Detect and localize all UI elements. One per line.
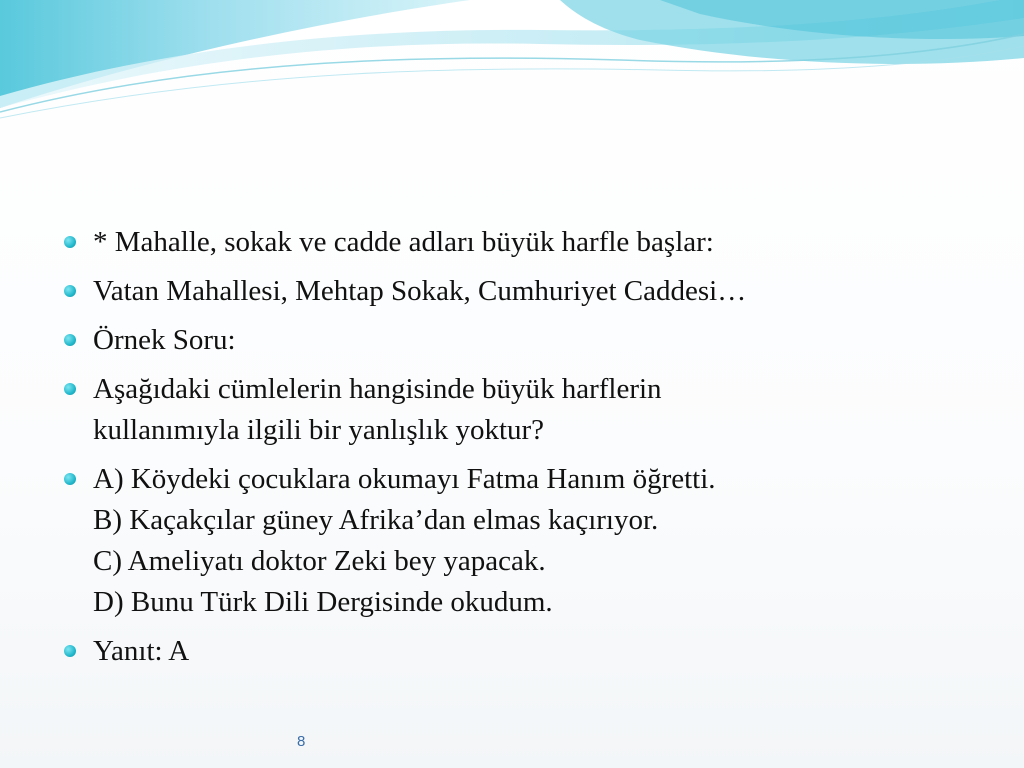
option-b: B) Kaçakçılar güney Afrika’dan elmas kaçırıyor. (93, 504, 659, 536)
bullet-answer (64, 631, 964, 672)
bullet-icon (64, 236, 76, 248)
bullet-icon (64, 473, 76, 485)
bullet-icon (64, 383, 76, 395)
bullet-line: Vatan Mahallesi, Mehtap Sokak, Cumhuriyet Caddesi… (93, 275, 747, 307)
bullet-line: Yanıt: A (93, 635, 190, 667)
option-c: C) Ameliyatı doktor Zeki bey yapacak. (93, 545, 546, 577)
bullet-example (64, 271, 964, 312)
bullet-icon (64, 334, 76, 346)
page-number: 8 (297, 733, 306, 750)
bullet-line: Aşağıdaki cümlelerin hangisinde büyük harflerin (93, 373, 662, 405)
bullet-line: kullanımıyla ilgili bir yanlışlık yoktur? (93, 414, 545, 446)
bullet-answer-options (64, 459, 964, 623)
header-wave-decoration (0, 0, 1024, 130)
bullet-sample-question-heading (64, 320, 964, 361)
bullet-question (64, 369, 964, 451)
option-d: D) Bunu Türk Dili Dergisinde okudum. (93, 586, 553, 618)
bullet-icon (64, 285, 76, 297)
bullet-list (64, 222, 964, 672)
bullet-rule (64, 222, 964, 263)
bullet-line: * Mahalle, sokak ve cadde adları büyük harfle başlar: (93, 226, 714, 258)
slide-content (64, 222, 964, 680)
option-a: A) Köydeki çocuklara okumayı Fatma Hanım öğretti. (93, 463, 716, 495)
bullet-icon (64, 645, 76, 657)
bullet-line: Örnek Soru: (93, 324, 236, 356)
